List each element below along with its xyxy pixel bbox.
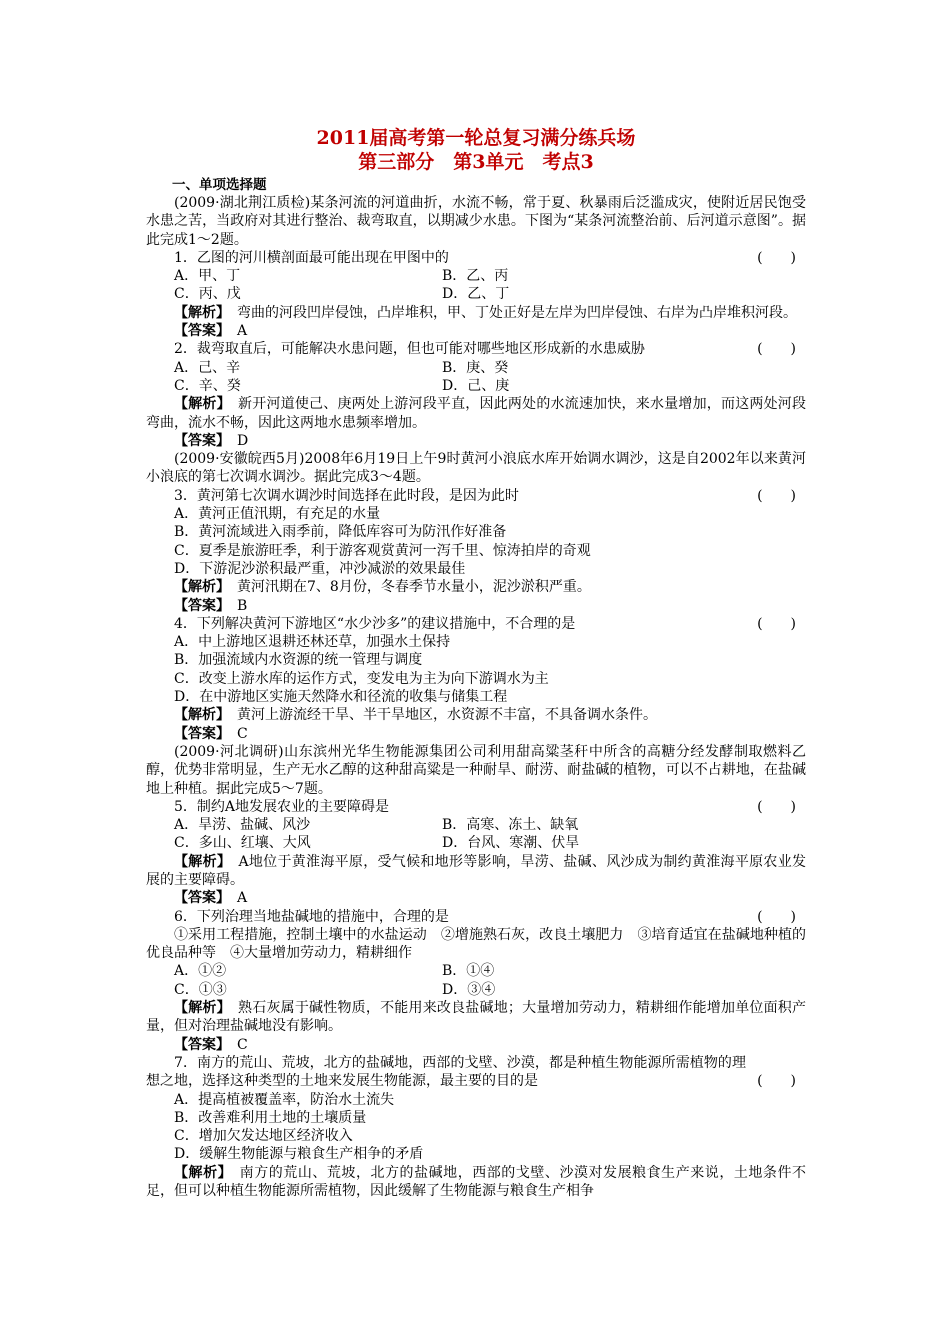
answer-blank: ( ) <box>757 1073 796 1090</box>
question-4-option-d: D．在中游地区实施天然降水和径流的收集与储集工程 <box>174 689 508 706</box>
question-2-options-row-2 <box>146 377 806 395</box>
option: A．甲、丁 <box>174 268 241 285</box>
question-7-option-b: B．改善难利用土地的土壤质量 <box>174 1109 367 1126</box>
question-3-answer: 【答案】 B <box>174 597 248 614</box>
question-7-option-d: D．缓解生物能源与粮食生产相争的矛盾 <box>174 1146 424 1163</box>
answer-label: 【答案】 <box>174 1036 223 1053</box>
question-7-option-c: C．增加欠发达地区经济收入 <box>174 1128 353 1145</box>
question-3-option-b: B．黄河流域进入雨季前，降低库容可为防汛作好准备 <box>174 524 507 541</box>
analysis-label: 【解析】 <box>174 396 224 413</box>
question-5-options-row-2 <box>146 834 806 852</box>
intro-paragraph-2: (2009·安徽皖西5月)2008年6月19日上午9时黄河小浪底水库开始调水调沙，这是自2002年以来黄河小浪底的第七次调水调沙。据此完成3～4题。 <box>146 451 806 486</box>
question-4-analysis: 【解析】 黄河上游流经干旱、半干旱地区，水资源不丰富，不具备调水条件。 <box>174 707 657 724</box>
option: C．辛、癸 <box>174 377 241 394</box>
answer-blank: ( ) <box>757 487 796 504</box>
question-3-option-a: A．黄河正值汛期，有充足的水量 <box>174 506 381 523</box>
analysis-label: 【解析】 <box>174 1000 224 1017</box>
answer-label: 【答案】 <box>174 725 223 742</box>
answer-blank: ( ) <box>757 798 796 815</box>
section-heading: 一、单项选择题 <box>172 177 267 193</box>
question-6-options-row-1 <box>146 962 806 980</box>
question-3-analysis: 【解析】 黄河汛期在7、8月份，冬春季节水量小，泥沙淤积严重。 <box>174 579 591 596</box>
question-6-items: ①采用工程措施，控制土壤中的水盐运动 ②增施熟石灰，改良土壤肥力 ③培育适宜在盐碱地种植的优良品种等 ④大量增加劳动力，精耕细作 <box>146 926 806 962</box>
question-4-option-c: C．改变上游水库的运作方式，变发电为主为向下游调水为主 <box>174 670 549 687</box>
question-4-answer: 【答案】 C <box>174 725 248 742</box>
intro-paragraph-1: (2009·湖北荆江质检)某条河流的河道曲折，水流不畅，常于夏、秋暴雨后泛滥成灾，使附近居民饱受水患之苦，当政府对其进行整治、裁弯取直，以期减少水患。下图为“某条河流整治前、后河道示意图”。据此完成1～2题。 <box>146 195 806 248</box>
question-5-answer: 【答案】 A <box>174 890 248 907</box>
question-7-option-a: A．提高植被覆盖率，防治水土流失 <box>174 1091 395 1108</box>
question-4-stem: 4．下列解决黄河下游地区“水少沙多”的建议措施中，不合理的是 ( ) <box>174 615 796 632</box>
answer-blank: ( ) <box>757 908 796 925</box>
question-6-answer: 【答案】 C <box>174 1036 248 1053</box>
intro-paragraph-3: (2009·河北调研)山东滨州光华生物能源集团公司利用甜高粱茎秆中所含的高糖分经发酵制取燃料乙醇，优势非常明显，生产无水乙醇的这种甜高粱是一种耐旱、耐涝、耐盐碱的植物，可以不占耕地，在盐碱地上种植。据此完成5～7题。 <box>146 743 806 797</box>
answer-blank: ( ) <box>757 341 796 358</box>
question-6-analysis: 【解析】 熟石灰属于碱性物质，不能用来改良盐碱地；大量增加劳动力，精耕细作能增加单位面积产量，但对治理盐碱地没有影响。 <box>146 1000 807 1035</box>
option: C．①③ <box>174 981 227 998</box>
option: D．己、庚 <box>442 377 510 394</box>
question-6-options-row-2 <box>146 981 806 999</box>
analysis-label: 【解析】 <box>174 1164 226 1181</box>
option: C．多山、红壤、大风 <box>174 835 311 852</box>
question-1-options-row-2 <box>146 285 806 303</box>
option: C．丙、戊 <box>174 286 241 303</box>
option: A．旱涝、盐碱、风沙 <box>174 817 311 834</box>
question-2-analysis: 【解析】 新开河道使己、庚两处上游河段平直，因此两处的水流速加快，来水量增加，而这两处河段弯曲，流水不畅，因此这两地水患频率增加。 <box>146 396 807 431</box>
question-1-answer: 【答案】 A <box>174 323 248 340</box>
option: B．高寒、冻土、缺氧 <box>442 817 579 834</box>
answer-label: 【答案】 <box>174 323 223 340</box>
question-7-stem: 7．南方的荒山、荒坡，北方的盐碱地，西部的戈壁、沙漠，都是种植生物能源所需植物的理想之地，选择这种类型的土地来发展生物能源，最主要的目的是 ( ) <box>146 1054 796 1090</box>
option: D．乙、丁 <box>442 286 510 303</box>
option: B．庚、癸 <box>442 359 509 376</box>
question-1-analysis: 【解析】 弯曲的河段凹岸侵蚀，凸岸堆积，甲、丁处正好是左岸为凹岸侵蚀、右岸为凸岸堆积河段。 <box>174 304 797 321</box>
analysis-label: 【解析】 <box>174 707 223 724</box>
question-4-option-a: A．中上游地区退耕还林还草，加强水土保持 <box>174 634 451 651</box>
analysis-label: 【解析】 <box>174 304 223 321</box>
document-title: 2011届高考第一轮总复习满分练兵场 <box>316 127 636 149</box>
question-6-stem: 6．下列治理当地盐碱地的措施中，合理的是 ( ) <box>174 908 796 925</box>
question-2-answer: 【答案】 D <box>174 432 249 449</box>
analysis-label: 【解析】 <box>174 853 225 870</box>
question-1-stem: 1．乙图的河川横剖面最可能出现在甲图中的 ( ) <box>174 249 796 266</box>
question-1-options-row-1 <box>146 267 806 285</box>
question-3-option-c: C．夏季是旅游旺季，利于游客观赏黄河一泻千里、惊涛拍岸的奇观 <box>174 542 591 559</box>
answer-label: 【答案】 <box>174 890 223 907</box>
question-2-stem: 2．裁弯取直后，可能解决水患问题，但也可能对哪些地区形成新的水患威胁 ( ) <box>174 341 796 358</box>
option: B．①④ <box>442 963 495 980</box>
question-5-options-row-1 <box>146 816 806 834</box>
answer-blank: ( ) <box>757 249 796 266</box>
answer-blank: ( ) <box>757 615 796 632</box>
answer-label: 【答案】 <box>174 432 223 449</box>
question-3-option-d: D．下游泥沙淤积最严重，冲沙减淤的效果最佳 <box>174 560 466 577</box>
option: A．①② <box>174 963 227 980</box>
option: D．③④ <box>442 981 496 998</box>
answer-label: 【答案】 <box>174 597 223 614</box>
document-subtitle: 第三部分 第3单元 考点3 <box>358 151 594 173</box>
analysis-label: 【解析】 <box>174 579 223 596</box>
question-4-option-b: B．加强流域内水资源的统一管理与调度 <box>174 652 423 669</box>
document-content <box>146 126 806 1200</box>
option: A．己、辛 <box>174 359 241 376</box>
question-3-stem: 3．黄河第七次调水调沙时间选择在此时段，是因为此时 ( ) <box>174 487 796 504</box>
question-2-options-row-1 <box>146 359 806 377</box>
option: B．乙、丙 <box>442 268 509 285</box>
question-5-analysis: 【解析】 A地位于黄淮海平原，受气候和地形等影响，旱涝、盐碱、风沙成为制约黄淮海平原农业发展的主要障碍。 <box>146 853 806 888</box>
question-5-stem: 5．制约A地发展农业的主要障碍是 ( ) <box>174 798 796 815</box>
option: D．台风、寒潮、伏旱 <box>442 835 580 852</box>
question-7-analysis: 【解析】 南方的荒山、荒坡，北方的盐碱地，西部的戈壁、沙漠对发展粮食生产来说，土地条件不足，但可以种植生物能源所需植物，因此缓解了生物能源与粮食生产相争 <box>146 1164 806 1200</box>
